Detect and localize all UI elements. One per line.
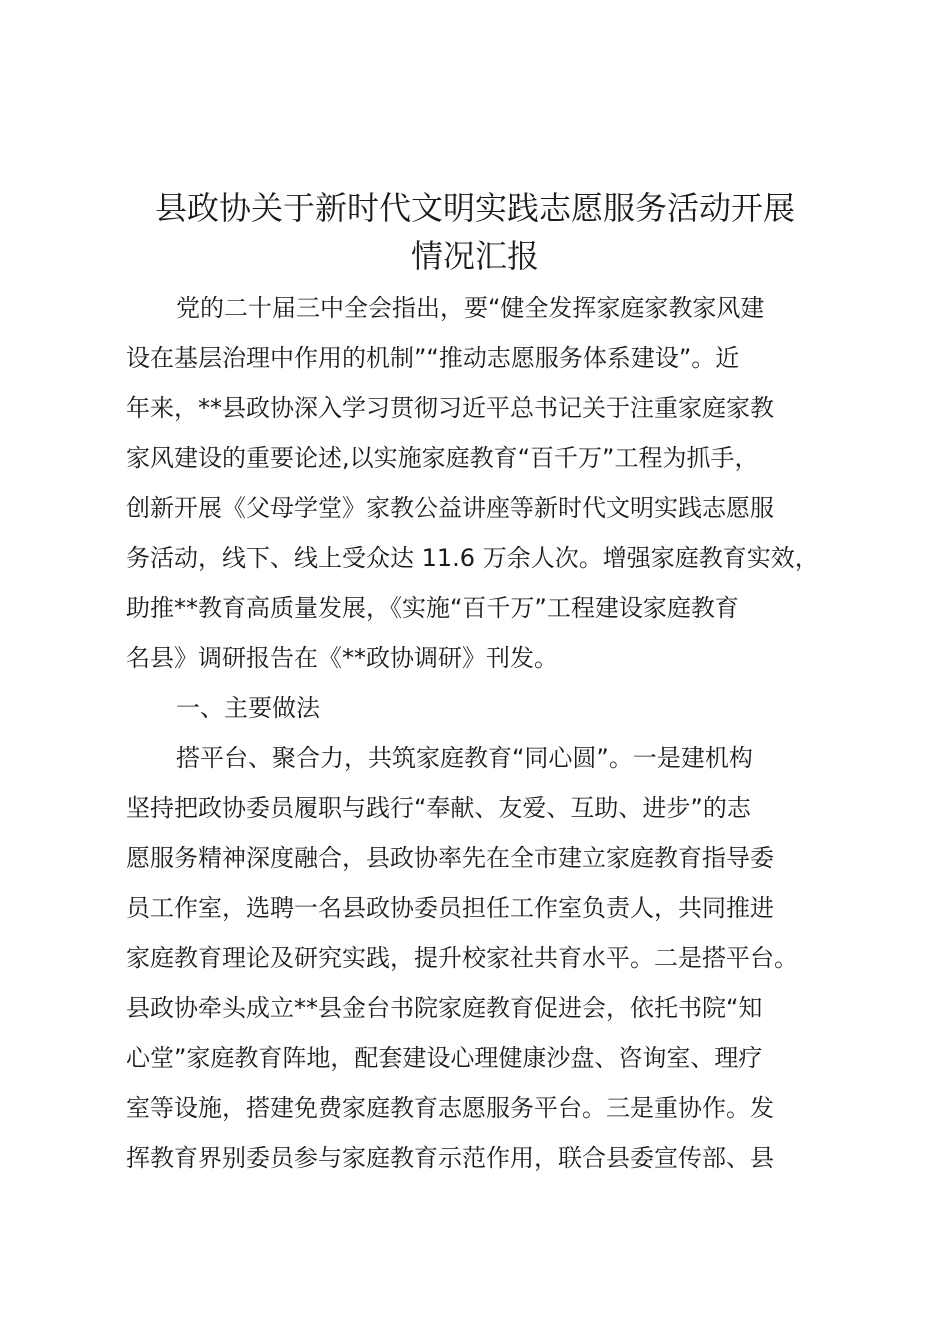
document-title-line-1: 县政协关于新时代文明实践志愿服务活动开展 [154, 189, 795, 227]
body-line: 搭平台、聚合力，共筑家庭教育“同心圆”。一是建机构 [176, 744, 753, 772]
body-line: 员工作室，选聘一名县政协委员担任工作室负责人，共同推进 [126, 894, 774, 922]
body-line: 县政协牵头成立**县金台书院家庭教育促进会，依托书院“知 [126, 994, 763, 1022]
body-line: 心堂”家庭教育阵地，配套建设心理健康沙盘、咨询室、理疗 [126, 1044, 763, 1072]
document-title-line-2: 情况汇报 [410, 237, 539, 275]
body-line: 助推**教育高质量发展，《实施“百千万”工程建设家庭教育 [126, 594, 739, 622]
body-line: 年来，**县政协深入学习贯彻习近平总书记关于注重家庭家教 [126, 394, 774, 422]
body-line: 一、主要做法 [176, 694, 320, 722]
body-line: 务活动，线下、线上受众达 11.6 万余人次。增强家庭教育实效， [126, 544, 819, 572]
body-line: 室等设施，搭建免费家庭教育志愿服务平台。三是重协作。发 [126, 1094, 774, 1122]
body-line: 党的二十届三中全会指出，要“健全发挥家庭家教家风建 [176, 294, 765, 322]
body-line: 愿服务精神深度融合，县政协率先在全市建立家庭教育指导委 [126, 844, 774, 872]
body-line: 创新开展《父母学堂》家教公益讲座等新时代文明实践志愿服 [126, 494, 774, 522]
body-line: 挥教育界别委员参与家庭教育示范作用，联合县委宣传部、县 [126, 1144, 774, 1172]
body-line: 名县》调研报告在《**政协调研》刊发。 [126, 644, 558, 672]
body-line: 家庭教育理论及研究实践，提升校家社共育水平。二是搭平台。 [126, 944, 798, 972]
body-line: 家风建设的重要论述,以实施家庭教育“百千万”工程为抓手， [126, 444, 759, 472]
body-line: 设在基层治理中作用的机制”“推动志愿服务体系建设”。近 [126, 344, 740, 372]
body-line: 坚持把政协委员履职与践行“奉献、友爱、互助、进步”的志 [126, 794, 751, 822]
document-body [126, 283, 856, 1183]
